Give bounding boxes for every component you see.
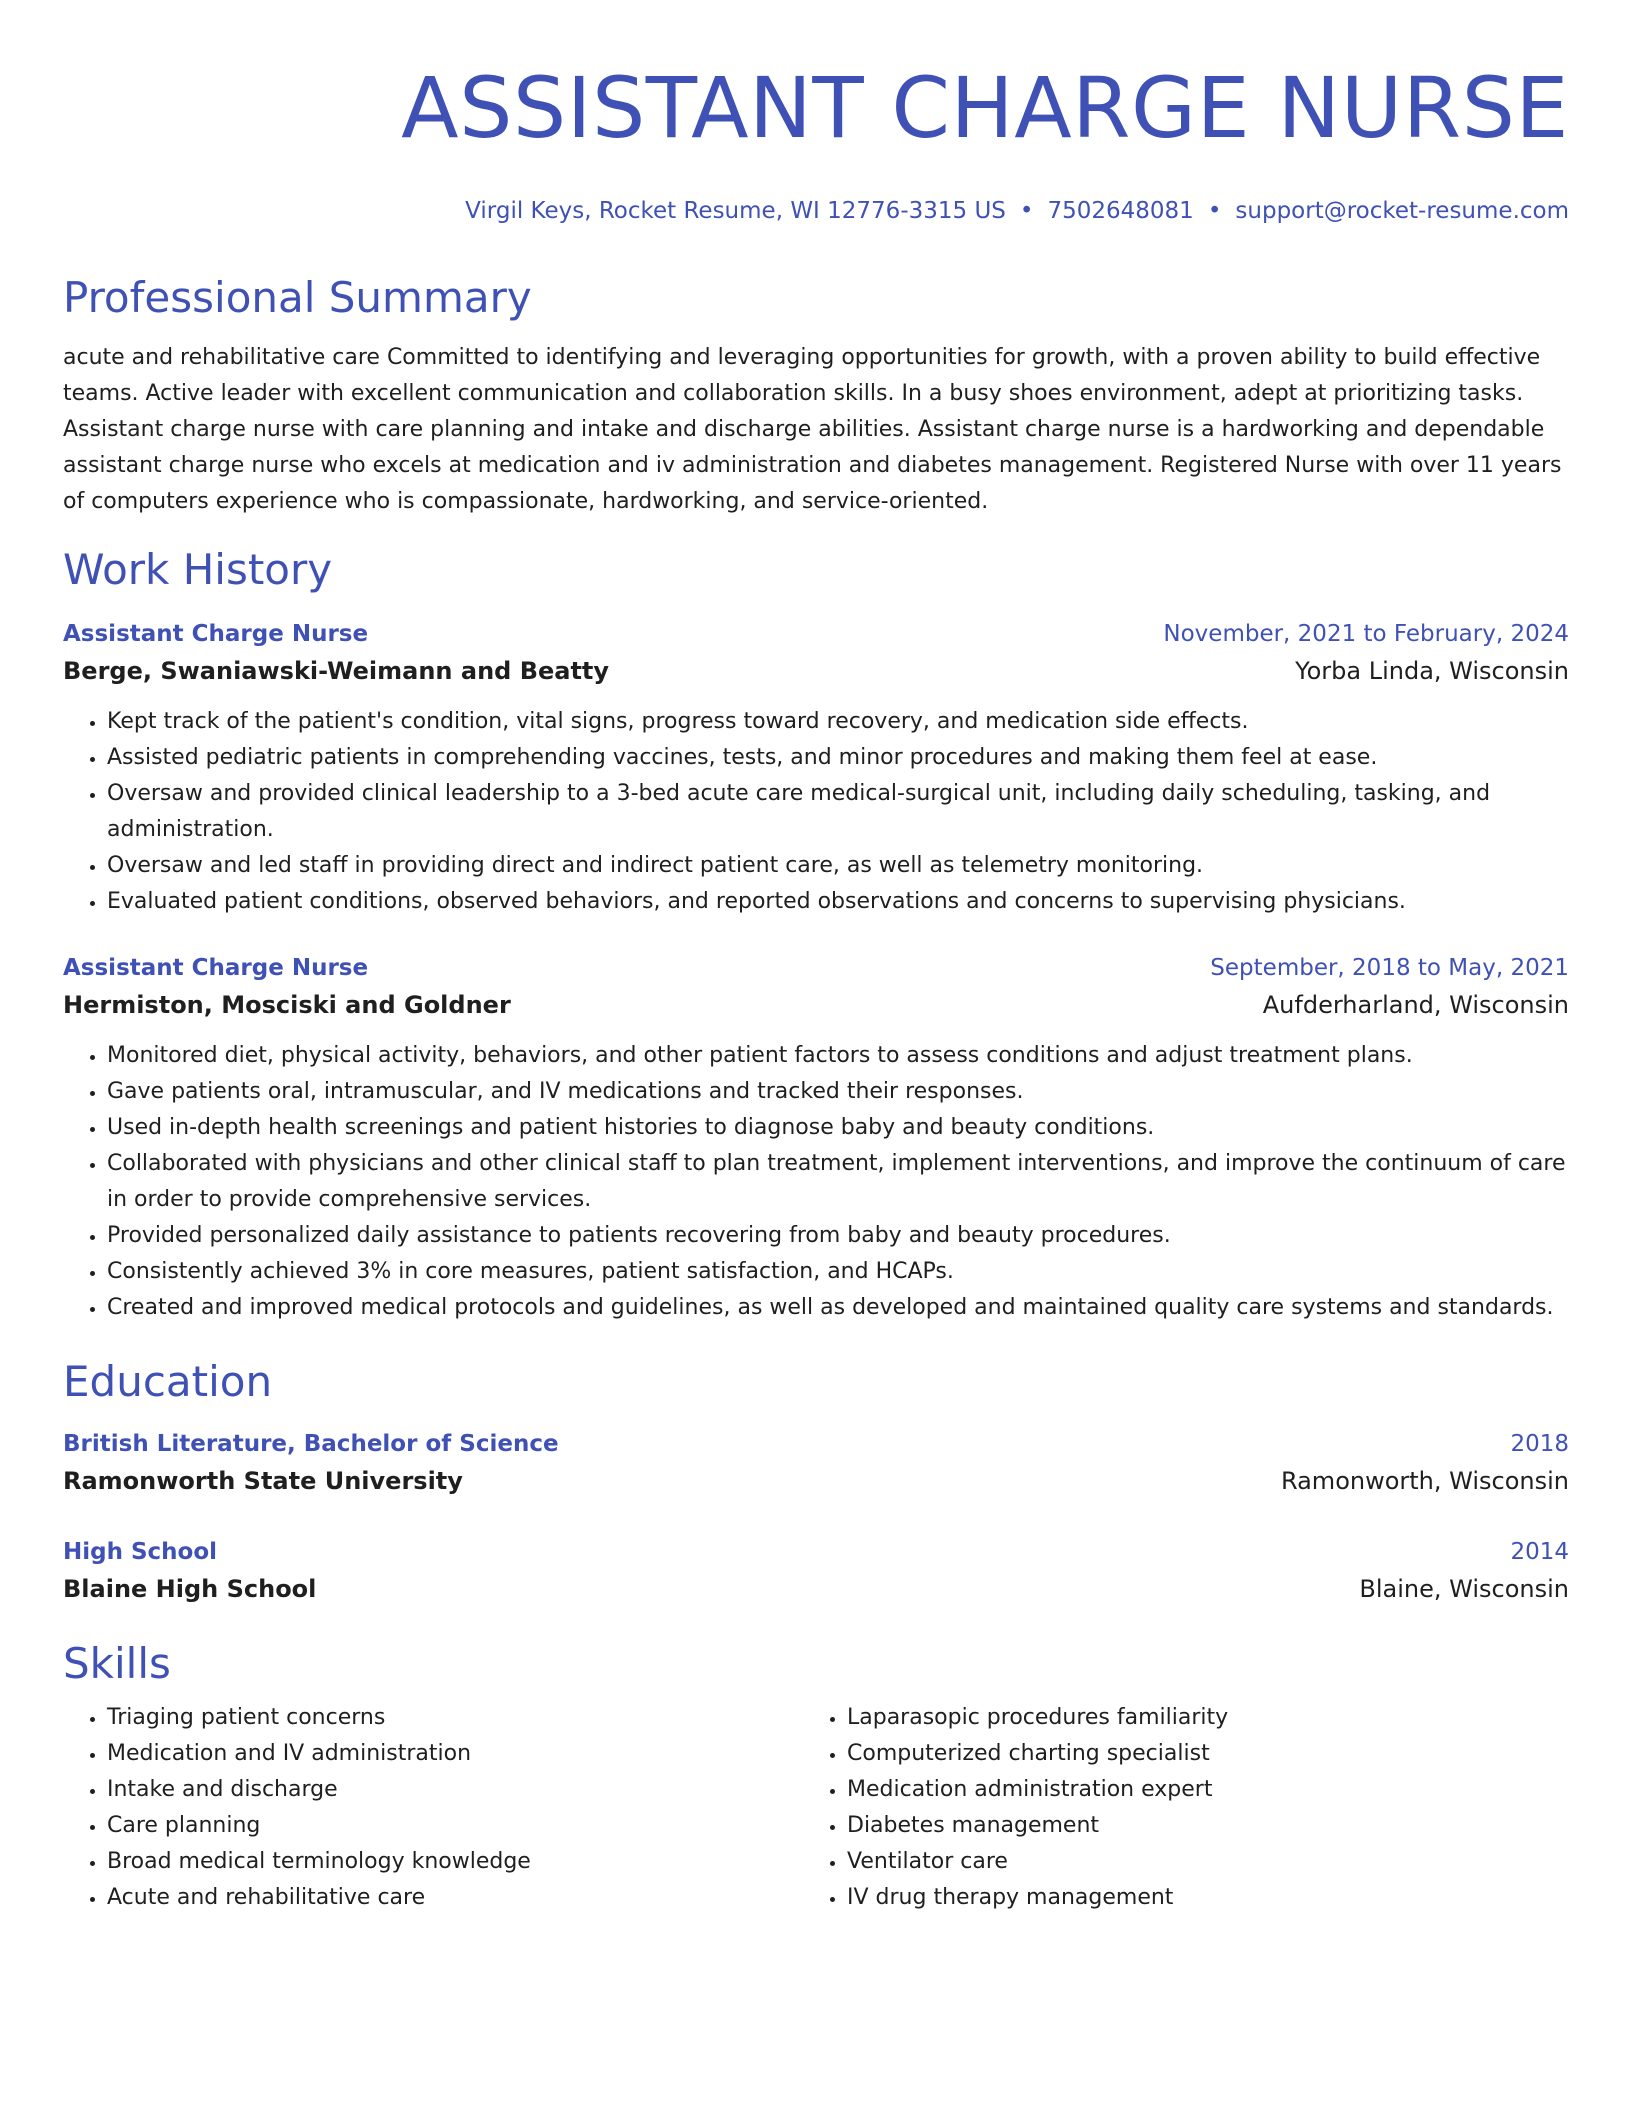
- contact-line: [63, 196, 1569, 226]
- job-company-row: [63, 652, 1569, 690]
- education-heading: Education: [63, 1357, 273, 1406]
- education-entry: [63, 1426, 1569, 1500]
- skills-heading: Skills: [63, 1639, 171, 1688]
- skills-columns: [63, 1700, 1569, 1916]
- job-company-row: [63, 986, 1569, 1024]
- job-role: Assistant Charge Nurse: [63, 955, 369, 981]
- summary-text: acute and rehabilitative care Committed to identifying and leveraging opportunities for growth, with a proven ability to build effective teams. Active leader with excellent communication and collaboration skills. In a busy shoes environment, adept at prioritizing tasks. Assistant charge nurse with care planning and intake and discharge abilities. Assistant charge nurse is a hardworking and dependable assistant charge nurse who excels at medication and iv administration and diabetes management. Registered Nurse with over 11 years of computers experience who is compassionate, hardworking, and service-oriented.: [63, 345, 1562, 514]
- skills-list-left: [63, 1700, 803, 1916]
- skill-item: • Care planning: [107, 1808, 803, 1844]
- job-company: Berge, Swaniawski-Weimann and Beatty: [63, 657, 610, 685]
- job-bullet: • Consistently achieved 3% in core measures, patient satisfaction, and HCAPs.: [107, 1254, 1569, 1290]
- contact-email[interactable]: support@rocket-resume.com: [1235, 198, 1569, 224]
- skill-item: • Ventilator care: [847, 1844, 1543, 1880]
- education-location: Ramonworth, Wisconsin: [1280, 1467, 1569, 1495]
- resume-header: [63, 58, 1569, 226]
- education-entry: [63, 1534, 1569, 1608]
- job-bullet: • Oversaw and led staff in providing direct and indirect patient care, as well as telemetry monitoring.: [107, 848, 1569, 884]
- job-bullet: • Gave patients oral, intramuscular, and IV medications and tracked their responses.: [107, 1074, 1569, 1110]
- education-degree: High School: [63, 1539, 218, 1565]
- contact-separator: •: [1019, 198, 1034, 224]
- education-location: Blaine, Wisconsin: [1359, 1575, 1569, 1603]
- skill-item: • Triaging patient concerns: [107, 1700, 803, 1736]
- job-location: Aufderharland, Wisconsin: [1262, 991, 1569, 1019]
- job-entry: [63, 950, 1569, 1326]
- job-bullet: • Monitored diet, physical activity, behaviors, and other patient factors to assess conditions and adjust treatment plans.: [107, 1038, 1569, 1074]
- education-year: 2014: [1510, 1539, 1569, 1565]
- job-dates: November, 2021 to February, 2024: [1163, 621, 1569, 647]
- skill-item: • Intake and discharge: [107, 1772, 803, 1808]
- education-school: Ramonworth State University: [63, 1467, 463, 1495]
- education-school-row: [63, 1570, 1569, 1608]
- job-header-row: [63, 950, 1569, 986]
- job-entry: [63, 616, 1569, 920]
- job-bullet: • Provided personalized daily assistance to patients recovering from baby and beauty procedures.: [107, 1218, 1569, 1254]
- job-bullet: • Oversaw and provided clinical leadership to a 3-bed acute care medical-surgical unit, including daily scheduling, tasking, and administration.: [107, 776, 1569, 848]
- job-bullet: • Assisted pediatric patients in comprehending vaccines, tests, and minor procedures and making them feel at ease.: [107, 740, 1569, 776]
- skill-item: • Broad medical terminology knowledge: [107, 1844, 803, 1880]
- education-school-row: [63, 1462, 1569, 1500]
- skill-item: • Diabetes management: [847, 1808, 1543, 1844]
- job-role: Assistant Charge Nurse: [63, 621, 369, 647]
- job-bullet: • Evaluated patient conditions, observed behaviors, and reported observations and concerns to supervising physicians.: [107, 884, 1569, 920]
- skill-item: • IV drug therapy management: [847, 1880, 1543, 1916]
- contact-separator: •: [1207, 198, 1222, 224]
- job-bullet: • Used in-depth health screenings and patient histories to diagnose baby and beauty conditions.: [107, 1110, 1569, 1146]
- job-bullet-list: [63, 704, 1569, 920]
- skill-item: • Laparasopic procedures familiarity: [847, 1700, 1543, 1736]
- skill-item: • Medication administration expert: [847, 1772, 1543, 1808]
- skill-item: • Computerized charting specialist: [847, 1736, 1543, 1772]
- education-degree: British Literature, Bachelor of Science: [63, 1431, 559, 1457]
- skills-list-right: [803, 1700, 1543, 1916]
- education-header-row: [63, 1426, 1569, 1462]
- job-bullet-list: [63, 1038, 1569, 1326]
- education-year: 2018: [1510, 1431, 1569, 1457]
- job-header-row: [63, 616, 1569, 652]
- summary-heading: Professional Summary: [63, 273, 532, 322]
- skill-item: • Acute and rehabilitative care: [107, 1880, 803, 1916]
- skill-item: • Medication and IV administration: [107, 1736, 803, 1772]
- job-bullet: • Collaborated with physicians and other clinical staff to plan treatment, implement interventions, and improve the continuum of care in order to provide comprehensive services.: [107, 1146, 1569, 1218]
- job-location: Yorba Linda, Wisconsin: [1295, 657, 1569, 685]
- education-school: Blaine High School: [63, 1575, 317, 1603]
- job-dates: September, 2018 to May, 2021: [1210, 955, 1569, 981]
- contact-phone[interactable]: 7502648081: [1047, 198, 1194, 224]
- job-bullet: • Created and improved medical protocols and guidelines, as well as developed and maintained quality care systems and standards.: [107, 1290, 1569, 1326]
- education-header-row: [63, 1534, 1569, 1570]
- job-company: Hermiston, Mosciski and Goldner: [63, 991, 511, 1019]
- job-bullet: • Kept track of the patient's condition, vital signs, progress toward recovery, and medication side effects.: [107, 704, 1569, 740]
- resume-title: ASSISTANT CHARGE NURSE: [401, 59, 1569, 157]
- contact-address: Virgil Keys, Rocket Resume, WI 12776-3315 US: [465, 198, 1006, 224]
- work-history-heading: Work History: [63, 545, 333, 594]
